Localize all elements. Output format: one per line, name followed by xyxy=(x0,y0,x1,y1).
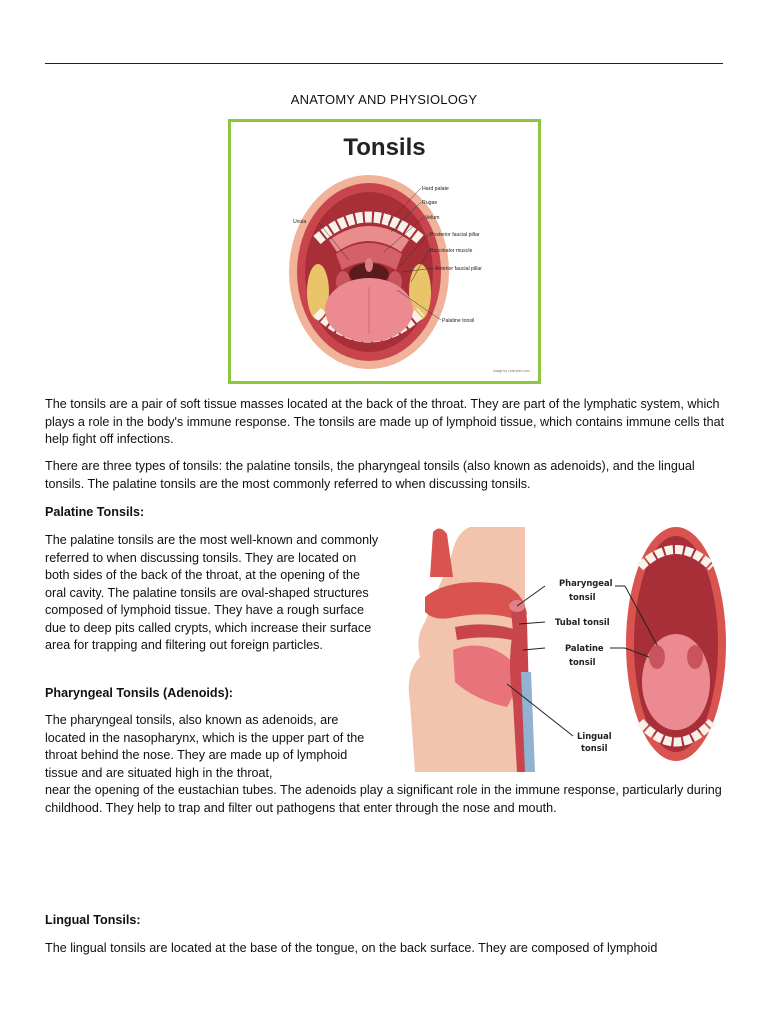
pharyngeal-paragraph-a: The pharyngeal tonsils, also known as adenoids, are located in the nasopharynx, which is the upper part of the throat behind the nose. They are made up of lymphoid tissue and are situated high in the throat, xyxy=(45,713,365,780)
head-section-illustration xyxy=(395,522,730,772)
palatine-tonsil-left xyxy=(649,645,665,669)
label-uvula: Uvula xyxy=(293,219,307,225)
label-buccinator: Buccinator muscle xyxy=(430,248,473,254)
palatine-paragraph: The palatine tonsils are the most well-known and commonly referred to when discussing tonsils. They are located on both sides of the back of the throat, at the opening of the oral cavity. The palatine tonsils are oval-shaped structures composed of lymphoid tissue. They have a rough surface due to deep pits called crypts, which increase their surface area for trapping and filtering out foreign particles. xyxy=(45,533,379,652)
page-title: ANATOMY AND PHYSIOLOGY xyxy=(290,92,478,107)
uvula-shape xyxy=(365,258,373,272)
label-anterior-pillar: Anterior faucial pillar xyxy=(435,266,482,272)
pharyngeal-paragraph-b: near the opening of the eustachian tubes. The adenoids play a significant role in the immune response, particularly during childhood. They help to trap and filter out pathogens that enter through the nose and mouth. xyxy=(45,783,722,815)
label-lingual: Lingual xyxy=(577,731,612,741)
figure-title: Tonsils xyxy=(343,134,426,161)
types-paragraph: There are three types of tonsils: the palatine tonsils, the pharyngeal tonsils (also known as adenoids), and the lingual tonsils. The palatine tonsils are the most commonly referred to when discussing tonsils. xyxy=(45,459,695,491)
label-pharyngeal: Pharyngeal xyxy=(559,578,613,588)
label-posterior-pillar: Posterior faucial pillar xyxy=(430,232,480,238)
label-pharyngeal-tonsil: tonsil xyxy=(569,592,596,602)
label-velum: Velum xyxy=(425,215,440,221)
label-palatine-tonsil: Palatine tonsil xyxy=(442,318,475,324)
lingual-heading: Lingual Tonsils: xyxy=(45,913,141,927)
palatine-heading: Palatine Tonsils: xyxy=(45,505,145,519)
label-palatine-tonsil-2: tonsil xyxy=(569,657,596,667)
tonsil-locations-figure xyxy=(395,522,730,772)
label-tubal-tonsil: Tubal tonsil xyxy=(555,617,610,627)
palatine-tonsil-right xyxy=(687,645,703,669)
pharyngeal-heading: Pharyngeal Tonsils (Adenoids): xyxy=(45,686,233,700)
header-rule xyxy=(45,63,723,64)
image-credit: Image by LearnInfo.com xyxy=(493,369,530,373)
label-palatine: Palatine xyxy=(565,643,604,653)
label-rugae: Rugae xyxy=(422,200,438,206)
intro-paragraph: The tonsils are a pair of soft tissue masses located at the back of the throat. They are part of the lymphatic system, which plays a role in the body's immune response. The tonsils are made up of lymphoid tissue, which contains immune cells that help fight off infections. xyxy=(45,397,725,446)
sinus xyxy=(430,528,453,577)
label-hard-palate: Hard palate xyxy=(422,186,449,192)
label-lingual-tonsil: tonsil xyxy=(581,743,608,753)
lingual-paragraph: The lingual tonsils are located at the base of the tongue, on the back surface. They are composed of lymphoid xyxy=(45,941,658,955)
tonsils-figure xyxy=(228,119,541,384)
